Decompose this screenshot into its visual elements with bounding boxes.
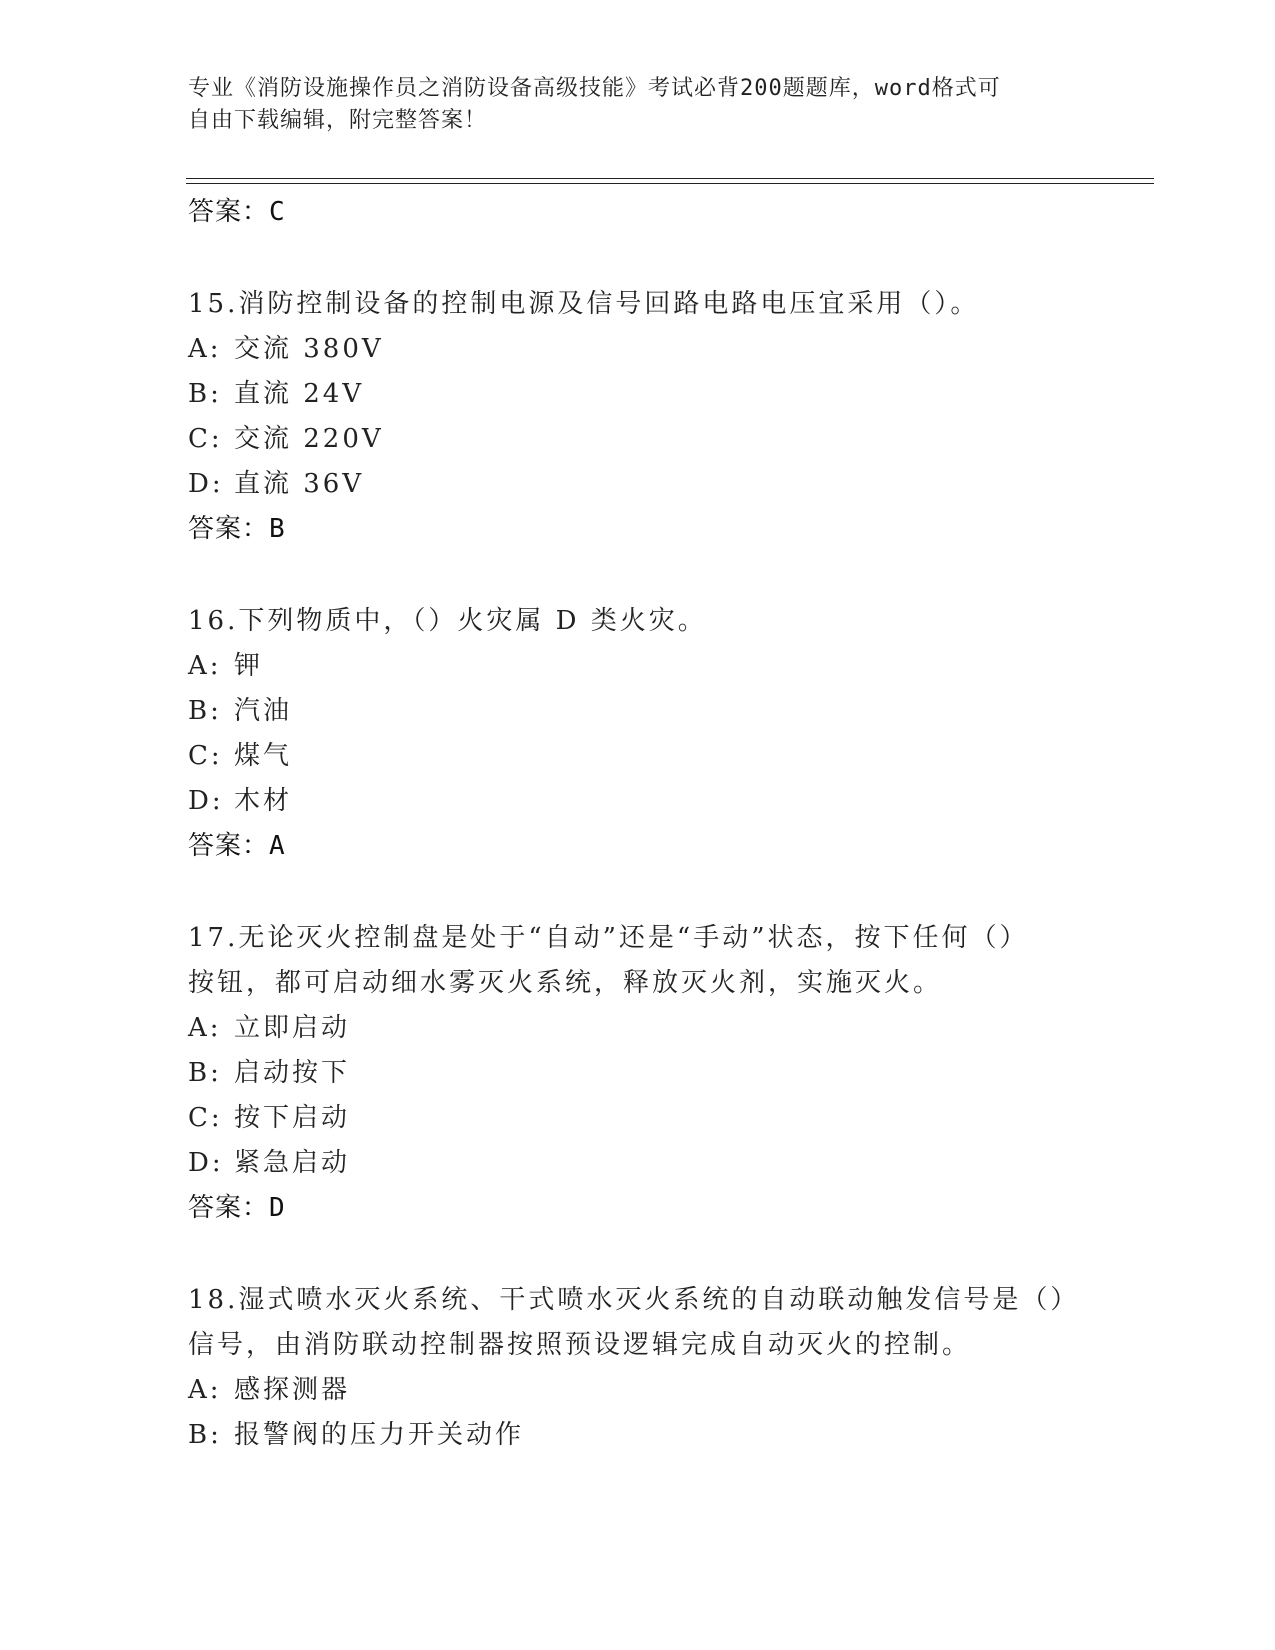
option-row [188,327,1088,372]
option-letter: C: [188,1103,223,1133]
option-row [188,689,1088,734]
header-title-line-1: 专业《消防设施操作员之消防设备高级技能》考试必背200题题库，word格式可 [188,76,1001,101]
document-header [188,73,1068,137]
question-block [188,282,1088,552]
header-title-line-2: 自由下载编辑，附完整答案！ [188,108,488,133]
question-stem-line: 15.消防控制设备的控制电源及信号回路电路电压宜采用（）。 [188,289,980,319]
option-letter: B: [188,379,222,409]
option-text: 煤气 [234,741,293,771]
header-divider-top [186,178,1154,179]
option-row [188,1413,1088,1458]
option-row [188,1096,1088,1141]
option-text: 报警阀的压力开关动作 [234,1420,525,1450]
option-text: 紧急启动 [234,1148,351,1178]
option-letter: D: [188,469,224,499]
option-text: 木材 [234,786,293,816]
question-block [188,599,1088,869]
option-row [188,1006,1088,1051]
question-gap [188,235,1088,282]
option-row [188,372,1088,417]
option-letter: A: [188,1375,222,1405]
option-letter: D: [188,1148,224,1178]
option-row [188,644,1088,689]
question-block [188,1278,1088,1458]
option-row [188,734,1088,779]
option-text: 钾 [234,651,264,681]
option-letter: C: [188,741,223,771]
option-text: 启动按下 [234,1058,351,1088]
option-text: 汽油 [234,696,293,726]
question-gap [188,869,1088,916]
answer-line: 答案：D [188,1193,286,1223]
answer-line: 答案：B [188,514,286,544]
option-text: 直流 24V [234,379,365,409]
option-row [188,462,1088,507]
option-text: 感探测器 [234,1375,351,1405]
option-letter: B: [188,1420,222,1450]
option-letter: D: [188,786,224,816]
question-block [188,916,1088,1231]
option-row [188,779,1088,824]
question-stem-line: 18.湿式喷水灭火系统、干式喷水灭火系统的自动联动触发信号是（） [188,1285,1080,1315]
option-letter: B: [188,1058,222,1088]
option-letter: A: [188,334,222,364]
question-stem-line: 按钮，都可启动细水雾灭火系统，释放灭火剂，实施灭火。 [188,968,943,998]
option-letter: C: [188,424,223,454]
question-gap [188,552,1088,599]
option-row [188,1141,1088,1186]
option-letter: A: [188,651,222,681]
option-text: 直流 36V [234,469,365,499]
question-list [188,190,1088,1458]
question-stem-line: 16.下列物质中，（）火灾属 D 类火灾。 [188,606,707,636]
option-text: 按下启动 [234,1103,351,1133]
question-stem-line: 17.无论灭火控制盘是处于“自动”还是“手动”状态，按下任何（） [188,923,1029,953]
option-row [188,1051,1088,1096]
option-letter: B: [188,696,222,726]
question-gap [188,1231,1088,1278]
option-text: 交流 220V [234,424,384,454]
question-stem-line: 信号，由消防联动控制器按照预设逻辑完成自动灭火的控制。 [188,1330,972,1360]
answer-line: 答案：A [188,831,286,861]
option-row [188,1368,1088,1413]
header-divider-bottom [186,183,1154,184]
answer-line: 答案：C [188,197,286,227]
option-text: 立即启动 [234,1013,351,1043]
option-text: 交流 380V [234,334,384,364]
option-letter: A: [188,1013,222,1043]
option-row [188,417,1088,462]
